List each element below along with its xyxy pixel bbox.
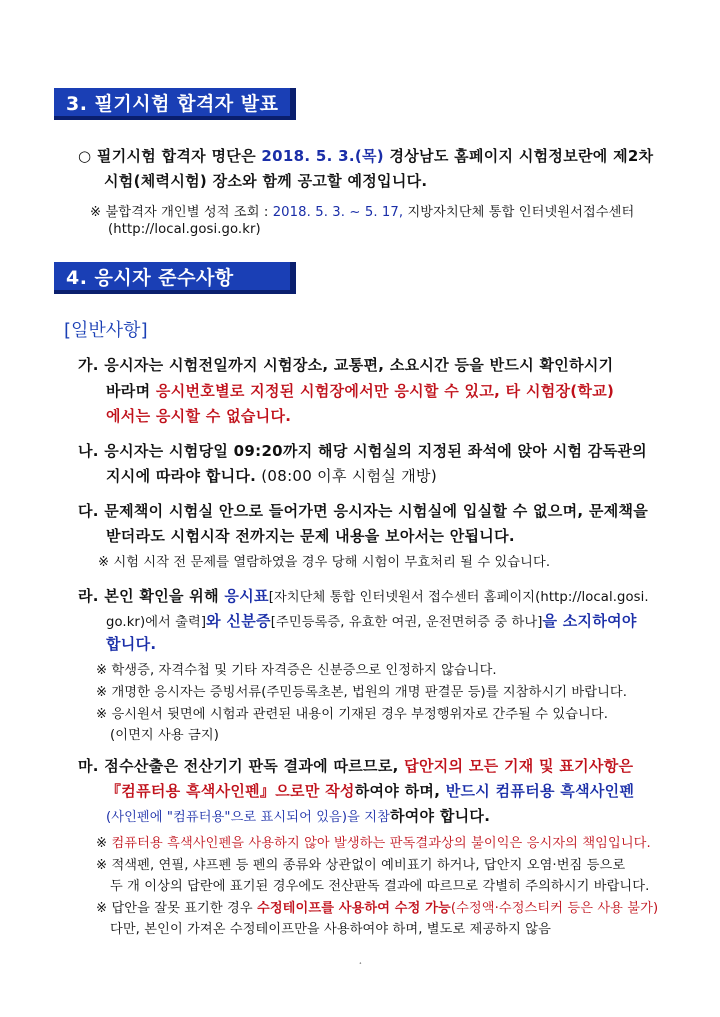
item-ga-line-3: 에서는 응시할 수 없습니다. xyxy=(106,407,292,425)
item-ra-note-4: (이면지 사용 금지) xyxy=(110,728,219,743)
s3-n1-date: 2018. 5. 3. ~ 5. 17, xyxy=(272,205,404,220)
ra2-pre: go.kr)에서 출력] xyxy=(106,615,207,630)
item-ga-line-2 xyxy=(106,380,614,401)
na2-rest: (08:00 이후 시험실 개방) xyxy=(256,467,437,485)
section-4-header xyxy=(54,262,296,294)
ma-n3-pre: ※ 답안을 잘못 표기한 경우 xyxy=(96,901,257,916)
page-number: - 2 - xyxy=(359,962,361,965)
ra1-blue: 응시표 xyxy=(224,587,269,605)
ma3-post: 하여야 합니다. xyxy=(389,807,491,825)
item-da-note: ※ 시험 시작 전 문제를 열람하였을 경우 당해 시험이 무효처리 될 수 있습니다. xyxy=(98,555,551,570)
item-ma-note-3b: 다만, 본인이 가져온 수정테이프만을 사용하여야 하며, 별도로 제공하지 않음 xyxy=(110,922,551,937)
s3-l1-post: 경상남도 홈페이지 시험정보란에 제2차 xyxy=(383,147,654,165)
item-ma-line-2 xyxy=(106,780,634,801)
section-3-header xyxy=(54,88,296,120)
section-3-note-1 xyxy=(90,201,634,220)
ra1-pre: 라. 본인 확인을 위해 xyxy=(78,587,225,605)
ga2-red: 응시번호별로 지정된 시험장에서만 응시할 수 있고, 타 시험장(학교) xyxy=(155,382,615,400)
item-ra-line-2 xyxy=(106,610,637,631)
item-na-line-1: 나. 응시자는 시험당일 09:20까지 해당 시험실의 지정된 좌석에 앉아 시험 감독관의 xyxy=(78,442,647,460)
item-ma-note-3a xyxy=(96,897,658,916)
ma-n1-pre: ※ xyxy=(96,836,112,851)
general-heading: [일반사항] xyxy=(64,320,148,341)
section-3-title: 3. 필기시험 합격자 발표 xyxy=(66,93,279,115)
ga2-pre: 바라며 xyxy=(106,382,156,400)
item-ra-note-1: ※ 학생증, 자격수첩 및 기타 자격증은 신분증으로 인정하지 않습니다. xyxy=(96,663,497,678)
item-ga-line-1: 가. 응시자는 시험전일까지 시험장소, 교통편, 소요시간 등을 반드시 확인하시기 xyxy=(78,356,614,374)
item-ma-note-2b: 두 개 이상의 답란에 표기된 경우에도 전산판독 결과에 따르므로 각별히 주의하시기 바랍니다. xyxy=(110,879,650,894)
ra2-mid: [주민등록증, 유효한 여권, 운전면허증 중 하나] xyxy=(270,615,543,630)
section-3-line-1 xyxy=(78,145,653,166)
item-da-line-2: 받더라도 시험시작 전까지는 문제 내용을 보아서는 안됩니다. xyxy=(106,527,515,545)
section-3-line-2: 시험(체력시험) 장소와 함께 공고할 예정입니다. xyxy=(104,172,428,190)
item-ra-note-3: ※ 응시원서 뒷면에 시험과 관련된 내용이 기재된 경우 부정행위자로 간주될 수 있습니다. xyxy=(96,707,609,722)
ra1-post: [자치단체 통합 인터넷원서 접수센터 홈페이지(http://local.gosi. xyxy=(268,590,649,605)
s3-n1-pre: ※ 불합격자 개인별 성적 조회 : xyxy=(90,205,273,220)
item-ra-line-1 xyxy=(78,585,649,606)
item-ra-line-3: 합니다. xyxy=(106,635,157,653)
ma1-pre: 마. 점수산출은 전산기기 판독 결과에 따르므로, xyxy=(78,757,405,775)
ma3-blue: (사인펜에 "컴퓨터용"으로 표시되어 있음)을 지참 xyxy=(106,810,390,825)
ma2-blue: 반드시 컴퓨터용 흑색사인펜 xyxy=(445,782,635,800)
ma-n3-red1: 수정테이프를 사용하여 수정 가능 xyxy=(257,901,451,916)
ra2-blue1: 와 신분증 xyxy=(206,612,271,630)
ma2-red: 『컴퓨터용 흑색사인펜』으로만 작성 xyxy=(106,782,355,800)
item-da-line-1: 다. 문제책이 시험실 안으로 들어가면 응시자는 시험실에 입실할 수 없으며, 문제책을 xyxy=(78,502,649,520)
section-3-note-2: (http://local.gosi.go.kr) xyxy=(108,222,261,237)
item-ma-note-1 xyxy=(96,832,651,851)
na2-bold: 지시에 따라야 합니다. xyxy=(106,467,257,485)
ma2-mid: 하여야 하며, xyxy=(354,782,446,800)
ma1-red: 답안지의 모든 기재 및 표기사항은 xyxy=(404,757,634,775)
item-ma-line-3 xyxy=(106,805,490,826)
section-4-title: 4. 응시자 준수사항 xyxy=(66,267,234,289)
ra2-blue2: 을 소지하여야 xyxy=(542,612,637,630)
item-ma-line-1 xyxy=(78,755,633,776)
item-na-line-2 xyxy=(106,465,437,486)
s3-l1-pre: ○ 필기시험 합격자 명단은 xyxy=(78,147,262,165)
s3-n1-post: 지방자치단체 통합 인터넷원서접수센터 xyxy=(403,205,635,220)
ma-n1-red: 컴퓨터용 흑색사인펜을 사용하지 않아 발생하는 판독결과상의 불이익은 응시자의 책임입니다. xyxy=(111,836,651,851)
item-ma-note-2a: ※ 적색펜, 연필, 샤프펜 등 펜의 종류와 상관없이 예비표기 하거나, 답안지 오염·번짐 등으로 xyxy=(96,858,626,873)
ma-n3-red2: (수정액·수정스티커 등은 사용 불가) xyxy=(450,901,659,916)
item-ra-note-2: ※ 개명한 응시자는 증빙서류(주민등록초본, 법원의 개명 판결문 등)를 지참하시기 바랍니다. xyxy=(96,685,628,700)
s3-l1-date: 2018. 5. 3.(목) xyxy=(261,147,384,165)
